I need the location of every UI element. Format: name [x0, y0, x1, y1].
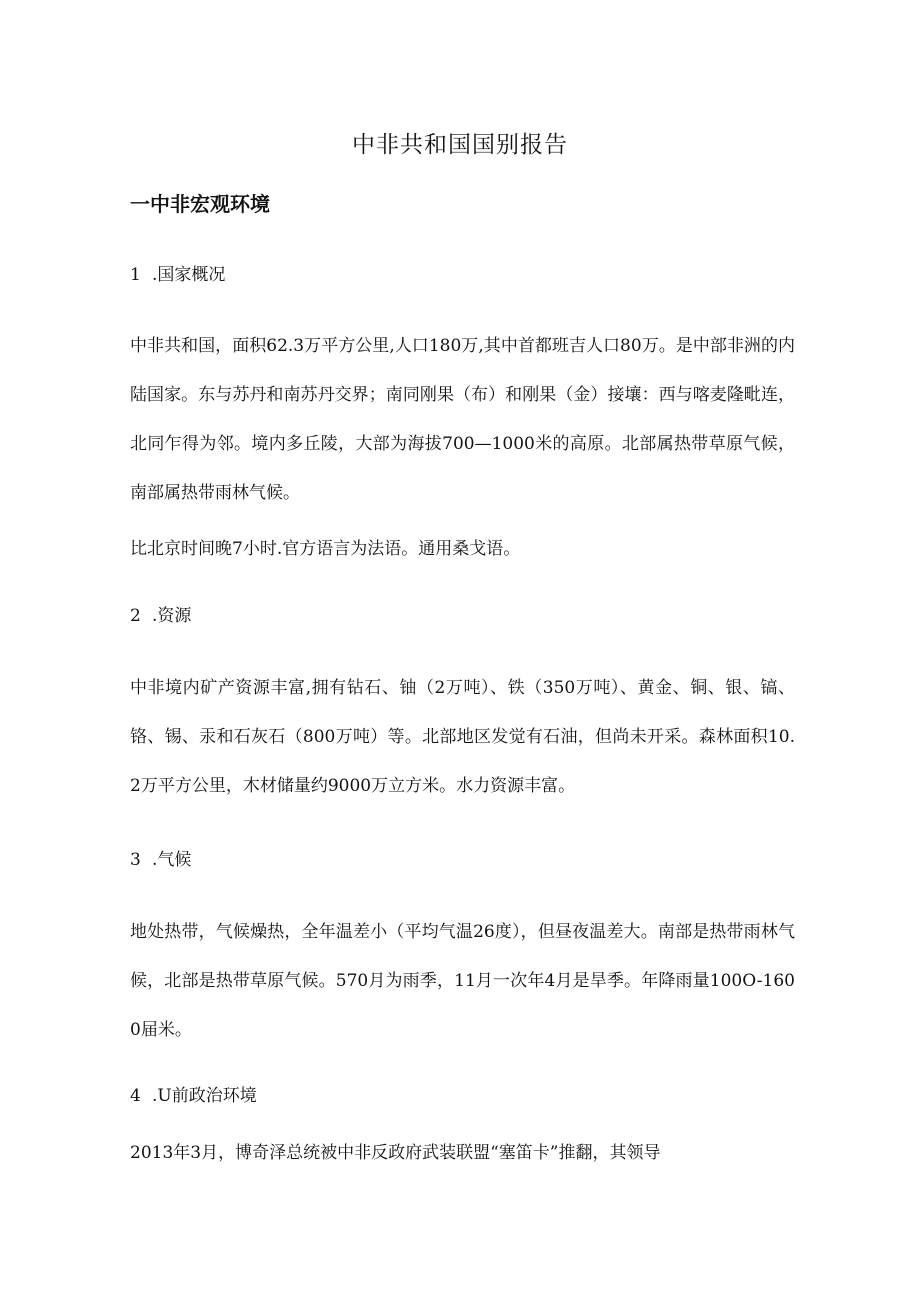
subsection-heading-1	[130, 260, 225, 285]
paragraph-time-language: 比北京时间晚7小时.官方语言为法语。通用桑戈语。	[130, 539, 521, 559]
subsection-label: .资源	[152, 606, 192, 626]
subsection-heading-2	[130, 601, 191, 626]
subsection-label: .U前政治环境	[152, 1086, 257, 1106]
subsection-heading-3	[130, 845, 191, 870]
section-heading: 一中非宏观环境	[130, 192, 270, 216]
subsection-number: 1	[130, 265, 141, 285]
paragraph-climate: 地处热带，气候燥热，全年温差小（平均气温26度），但昼夜温差大。南部是热带雨林气候，北部是热带草原气候。570月为雨季，11月一次年4月是旱季。年降雨量100O-1600届米。	[130, 922, 795, 1040]
subsection-number: 4	[130, 1086, 141, 1106]
paragraph-overview: 中非共和国，面积62.3万平方公里,人口180万,其中首都班吉人口80万。是中部非洲的内陆国家。东与苏丹和南苏丹交界；南同刚果（布）和刚果（金）接壤：西与喀麦隆毗连，北同乍得为邻。境内多丘陵，大部为海拔700—1000米的高原。北部属热带草原气候，南部属热带雨林气候。	[130, 336, 795, 503]
paragraph-resources: 中非境内矿产资源丰富,拥有钻石、铀（2万吨）、铁（350万吨）、黄金、铜、银、镐、铬、锡、汞和石灰石（800万吨）等。北部地区发觉有石油，但尚未开采。森林面积10.2万平方公里，木材储量约9000万立方米。水力资源丰富。	[130, 678, 795, 796]
document-title: 中非共和国国别报告	[352, 132, 568, 158]
subsection-label: .国家概况	[152, 265, 226, 285]
subsection-heading-4	[130, 1081, 257, 1106]
paragraph-politics: 2013年3月，博奇泽总统被中非反政府武装联盟“塞笛卡”推翻，其领导	[130, 1143, 661, 1163]
subsection-number: 2	[130, 606, 141, 626]
subsection-number: 3	[130, 850, 141, 870]
subsection-label: .气候	[152, 850, 192, 870]
